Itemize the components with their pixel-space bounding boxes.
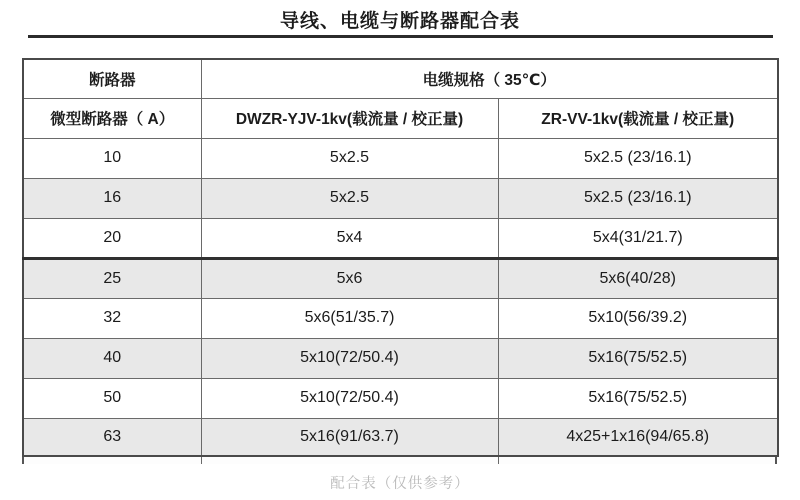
title-underline [28,35,773,38]
match-table-container [22,58,777,464]
cutoff-row-stub [22,457,777,464]
header-row-columns [23,98,778,138]
cell-zrvv: 5x6(40/28) [498,258,778,298]
breaker-cable-table [22,58,779,457]
header-mini-breaker: 微型断路器（ A） [23,98,201,138]
cell-dwzr: 5x10(72/50.4) [201,378,498,418]
cell-dwzr: 5x4 [201,218,498,258]
table-row [23,378,778,418]
table-row [23,338,778,378]
cell-breaker: 10 [23,138,201,178]
cell-dwzr: 5x2.5 [201,138,498,178]
cell-breaker: 16 [23,178,201,218]
header-cable-spec-group: 电缆规格（ 35℃） [201,59,778,98]
cell-zrvv: 5x16(75/52.5) [498,378,778,418]
table-caption: 配合表（仅供参考） [330,476,470,492]
cell-breaker: 63 [23,418,201,456]
table-row [23,418,778,456]
cell-breaker: 50 [23,378,201,418]
page-title: 导线、电缆与断路器配合表 [279,11,520,32]
header-breaker-group: 断路器 [23,59,201,98]
table-row [23,138,778,178]
cell-dwzr: 5x6 [201,258,498,298]
cell-breaker: 20 [23,218,201,258]
cell-breaker: 32 [23,298,201,338]
table-row [23,298,778,338]
cell-zrvv: 5x2.5 (23/16.1) [498,178,778,218]
header-row-group [23,59,778,98]
stub-column-divider [201,457,202,464]
cell-breaker: 40 [23,338,201,378]
cell-breaker: 25 [23,258,201,298]
header-zrvv-cable: ZR-VV-1kv(载流量 / 校正量) [498,98,778,138]
table-row [23,258,778,298]
cell-zrvv: 5x2.5 (23/16.1) [498,138,778,178]
cell-zrvv: 5x16(75/52.5) [498,338,778,378]
cell-dwzr: 5x16(91/63.7) [201,418,498,456]
cell-zrvv: 4x25+1x16(94/65.8) [498,418,778,456]
table-row [23,178,778,218]
header-dwzr-cable: DWZR-YJV-1kv(载流量 / 校正量) [201,98,498,138]
cell-zrvv: 5x4(31/21.7) [498,218,778,258]
cell-zrvv: 5x10(56/39.2) [498,298,778,338]
cell-dwzr: 5x2.5 [201,178,498,218]
stub-column-divider [498,457,499,464]
cell-dwzr: 5x6(51/35.7) [201,298,498,338]
table-row [23,218,778,258]
cell-dwzr: 5x10(72/50.4) [201,338,498,378]
